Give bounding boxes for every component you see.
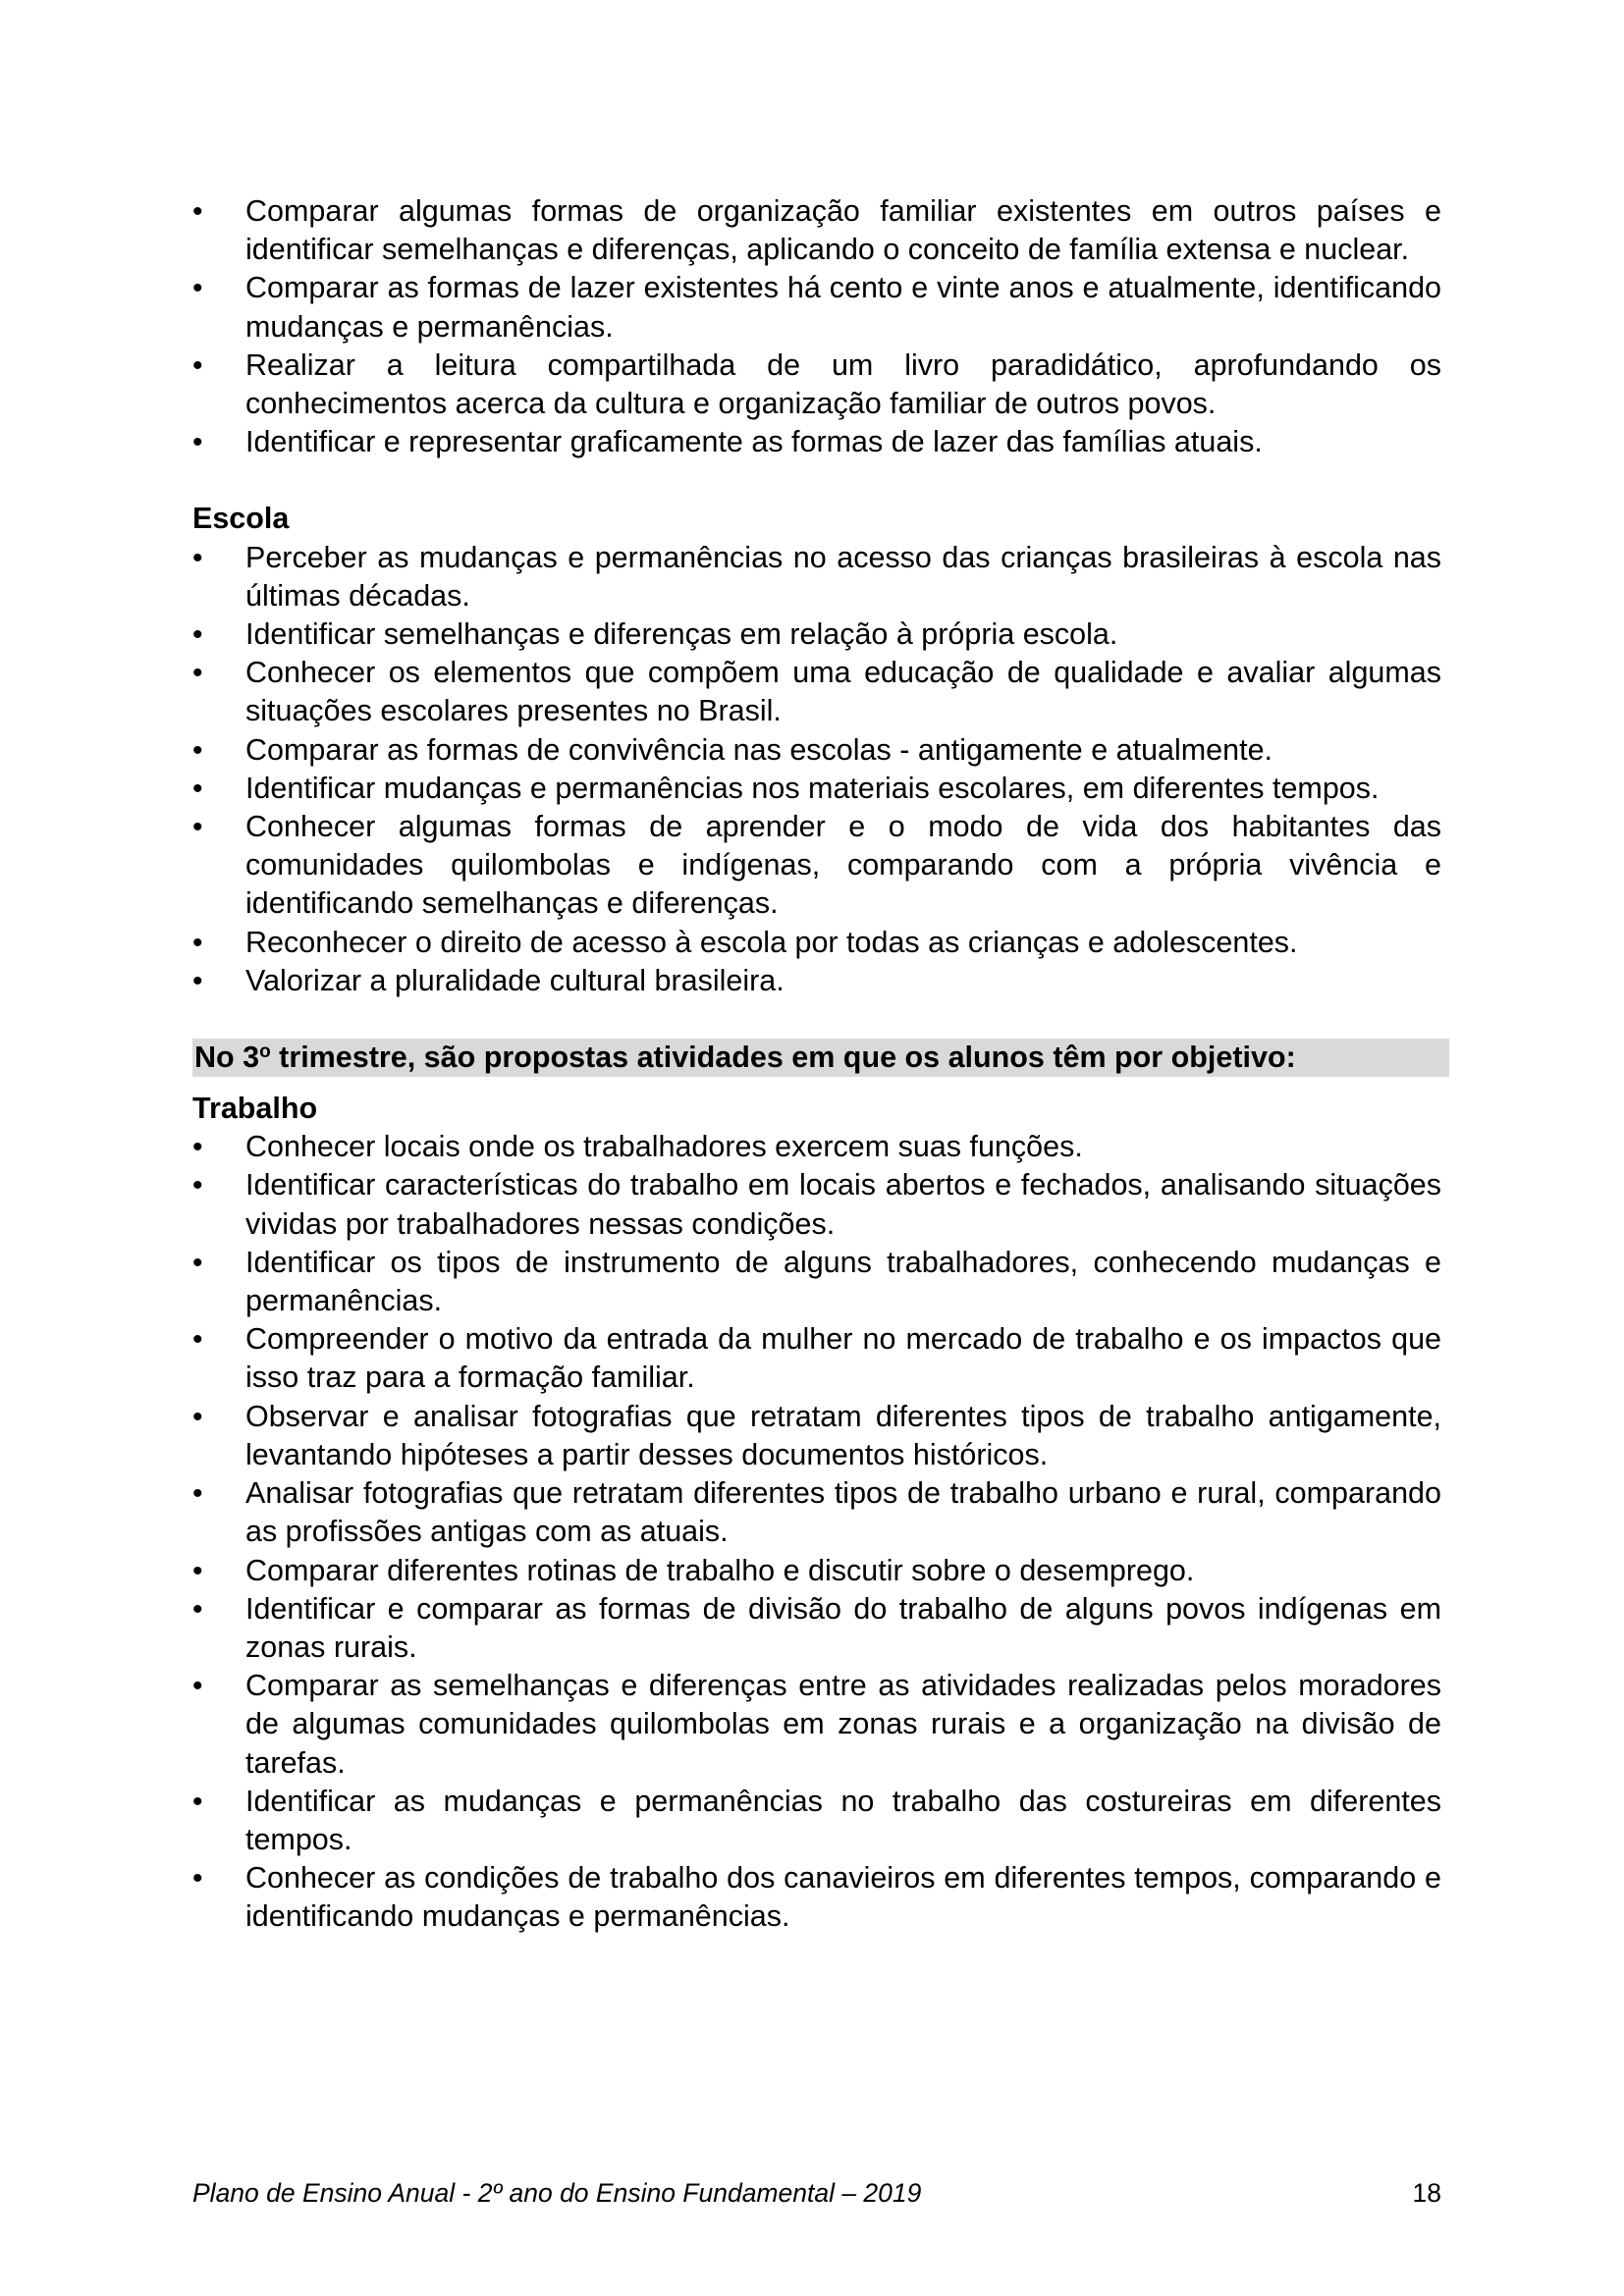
- list-item: [192, 1320, 1441, 1397]
- list-item-text: Identificar mudanças e permanências nos materiais escolares, em diferentes tempos.: [245, 771, 1380, 805]
- bullet-icon: •: [192, 426, 203, 459]
- list-item: [192, 924, 1441, 962]
- bullet-icon: •: [192, 1169, 203, 1202]
- spacer: [192, 461, 1441, 500]
- trabalho-objectives-list: [192, 1128, 1441, 1936]
- escola-objectives-list: [192, 539, 1441, 1000]
- list-item: [192, 1590, 1441, 1667]
- bullet-icon: •: [192, 1862, 203, 1896]
- list-item: [192, 770, 1441, 808]
- page-footer: [192, 2176, 1441, 2210]
- list-item: [192, 731, 1441, 770]
- bullet-icon: •: [192, 1592, 203, 1626]
- list-item-text: Conhecer algumas formas de aprender e o modo de vida dos habitantes das comunidades quilombolas e indígenas, comparando com a própria vivência e identificando semelhanças e diferenças.: [245, 810, 1441, 921]
- page-content: [192, 192, 1441, 1937]
- bullet-icon: •: [192, 926, 203, 959]
- list-item-text: Realizar a leitura compartilhada de um livro paradidático, aprofundando os conhecimentos acerca da cultura e organização familiar de outros povos.: [245, 347, 1441, 421]
- bullet-icon: •: [192, 733, 203, 767]
- list-item-text: Comparar algumas formas de organização familiar existentes em outros países e identificar semelhanças e diferenças, aplicando o conceito de família extensa e nuclear.: [245, 194, 1441, 267]
- bullet-icon: •: [192, 772, 203, 805]
- list-item-text: Comparar diferentes rotinas de trabalho e discutir sobre o desemprego.: [245, 1553, 1195, 1587]
- bullet-icon: •: [192, 811, 203, 844]
- list-item: [192, 615, 1441, 654]
- list-item: [192, 1783, 1441, 1859]
- bullet-icon: •: [192, 272, 203, 305]
- list-item: [192, 962, 1441, 1000]
- list-item: [192, 1166, 1441, 1243]
- page-number: 18: [1412, 2178, 1441, 2208]
- list-item: [192, 1552, 1441, 1590]
- trimester-ordinal: o: [259, 1041, 271, 1063]
- section-heading-trabalho: Trabalho: [192, 1092, 318, 1126]
- list-item-text: Perceber as mudanças e permanências no acesso das crianças brasileiras à escola nas últimas décadas.: [245, 540, 1441, 613]
- list-item-text: Observar e analisar fotografias que retratam diferentes tipos de trabalho antigamente, levantando hipóteses a partir desses documentos históricos.: [245, 1399, 1441, 1471]
- list-item: [192, 1244, 1441, 1320]
- section-heading-escola: Escola: [192, 502, 290, 536]
- footer-document-title: Plano de Ensino Anual - 2º ano do Ensino Fundamental – 2019: [192, 2178, 922, 2208]
- bullet-icon: •: [192, 1400, 203, 1433]
- list-item-text: Identificar e comparar as formas de divisão do trabalho de alguns povos indígenas em zonas rurais.: [245, 1591, 1441, 1664]
- list-item: [192, 423, 1441, 461]
- bullet-icon: •: [192, 1477, 203, 1511]
- list-item-text: Conhecer os elementos que compõem uma educação de qualidade e avaliar algumas situações escolares presentes no Brasil.: [245, 656, 1441, 728]
- list-item: [192, 808, 1441, 924]
- list-item-text: Comparar as formas de lazer existentes há cento e vinte anos e atualmente, identificando mudanças e permanências.: [245, 271, 1441, 344]
- list-item: [192, 192, 1441, 269]
- bullet-icon: •: [192, 1246, 203, 1279]
- bullet-icon: •: [192, 618, 203, 652]
- bullet-icon: •: [192, 1554, 203, 1587]
- list-item: [192, 1667, 1441, 1783]
- list-item-text: Analisar fotografias que retratam diferentes tipos de trabalho urbano e rural, comparando as profissões antigas com as atuais.: [245, 1476, 1441, 1549]
- list-item: [192, 1398, 1441, 1474]
- list-item-text: Identificar e representar graficamente as formas de lazer das famílias atuais.: [245, 425, 1263, 459]
- list-item-text: Valorizar a pluralidade cultural brasileira.: [245, 963, 785, 997]
- list-item-text: Conhecer locais onde os trabalhadores exercem suas funções.: [245, 1130, 1083, 1164]
- bullet-icon: •: [192, 657, 203, 690]
- list-item-text: Comparar as semelhanças e diferenças entre as atividades realizadas pelos moradores de algumas comunidades quilombolas em zonas rurais e a organização na divisão de tarefas.: [245, 1669, 1441, 1780]
- spacer: [192, 1000, 1441, 1039]
- bullet-icon: •: [192, 541, 203, 574]
- list-item: [192, 1859, 1441, 1936]
- list-item: [192, 654, 1441, 730]
- list-item: [192, 1128, 1441, 1166]
- list-item: [192, 539, 1441, 615]
- list-item-text: Identificar as mudanças e permanências no trabalho das costureiras em diferentes tempos.: [245, 1784, 1441, 1856]
- bullet-icon: •: [192, 195, 203, 228]
- bullet-icon: •: [192, 1670, 203, 1703]
- list-item-text: Comparar as formas de convivência nas escolas - antigamente e atualmente.: [245, 732, 1273, 767]
- list-item: [192, 347, 1441, 423]
- spacer: [192, 1077, 1441, 1090]
- top-objectives-list: [192, 192, 1441, 461]
- trimester-suffix: trimestre, são propostas atividades em que os alunos têm por objetivo:: [270, 1041, 1296, 1075]
- bullet-icon: •: [192, 1323, 203, 1357]
- list-item: [192, 1474, 1441, 1551]
- list-item-text: Identificar características do trabalho em locais abertos e fechados, analisando situações vividas por trabalhadores nessas condições.: [245, 1168, 1441, 1241]
- list-item-text: Identificar os tipos de instrumento de alguns trabalhadores, conhecendo mudanças e permanências.: [245, 1245, 1441, 1318]
- list-item: [192, 269, 1441, 346]
- list-item-text: Conhecer as condições de trabalho dos canavieiros em diferentes tempos, comparando e identificando mudanças e permanências.: [245, 1861, 1441, 1934]
- bullet-icon: •: [192, 1131, 203, 1164]
- trimester-heading: [192, 1039, 1449, 1077]
- bullet-icon: •: [192, 1785, 203, 1818]
- list-item-text: Reconhecer o direito de acesso à escola por todas as crianças e adolescentes.: [245, 925, 1298, 959]
- list-item-text: Compreender o motivo da entrada da mulher no mercado de trabalho e os impactos que isso traz para a formação familiar.: [245, 1322, 1441, 1395]
- bullet-icon: •: [192, 348, 203, 382]
- bullet-icon: •: [192, 964, 203, 997]
- list-item-text: Identificar semelhanças e diferenças em relação à própria escola.: [245, 617, 1118, 652]
- trimester-prefix: No 3: [194, 1041, 260, 1075]
